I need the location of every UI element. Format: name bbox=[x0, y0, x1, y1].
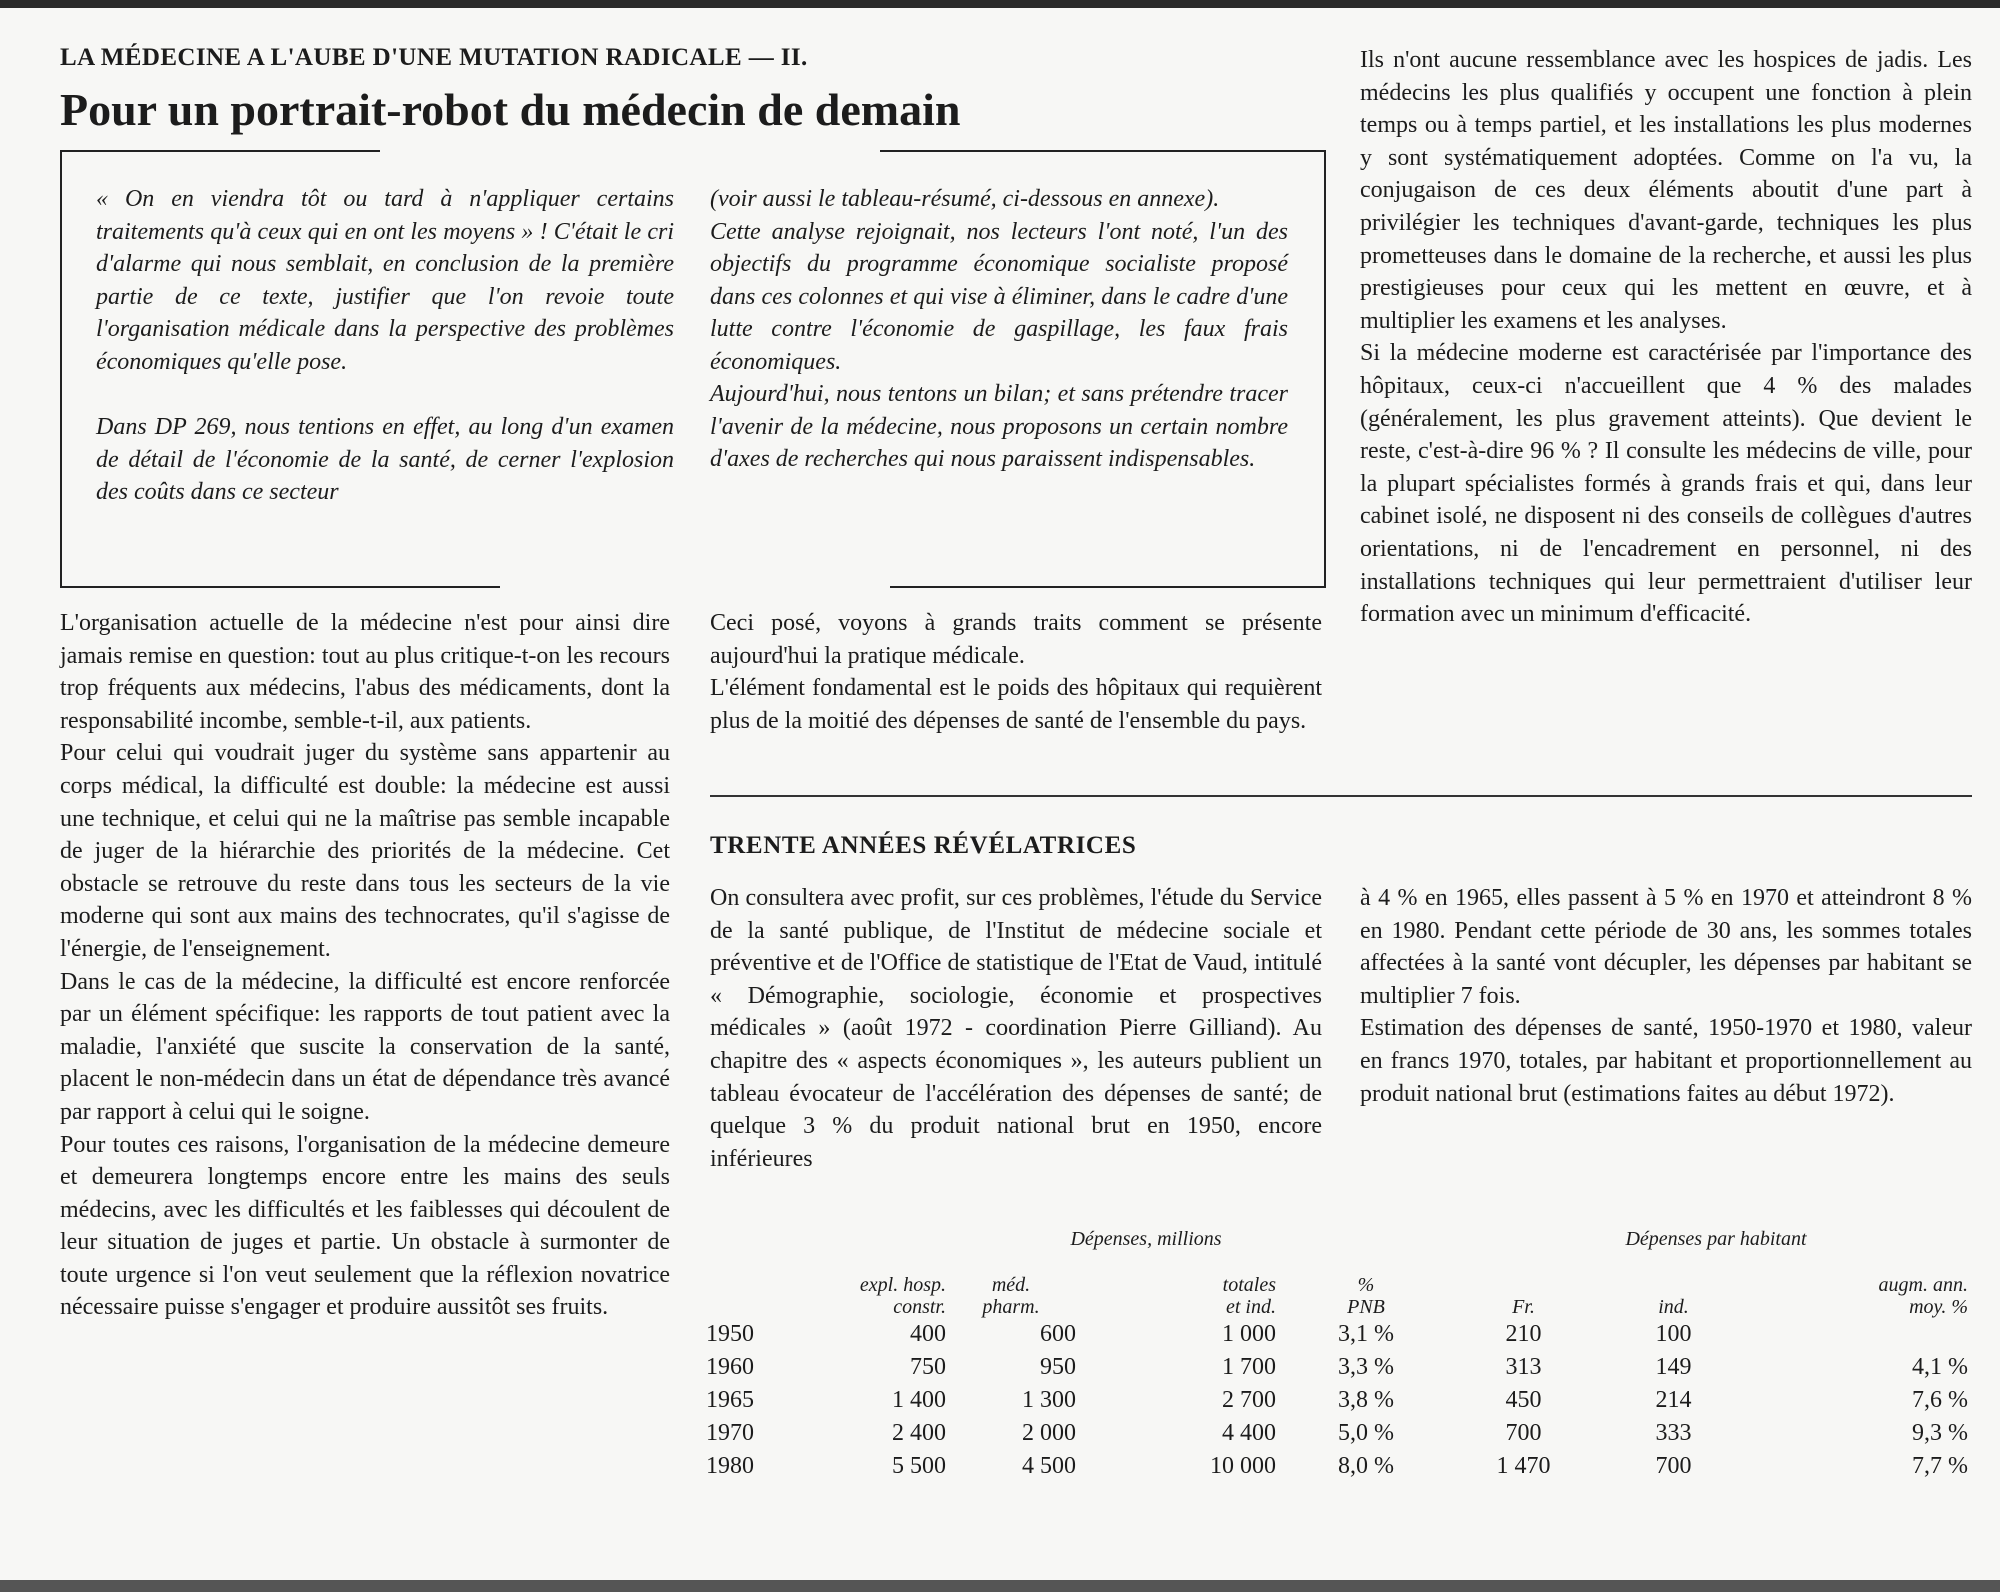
table-cell: 750 bbox=[910, 1354, 946, 1380]
intro-column-1 bbox=[96, 183, 674, 509]
table-row bbox=[706, 1318, 1968, 1351]
table-cell: 4 500 bbox=[1022, 1453, 1076, 1479]
intro-paragraph: Cette analyse rejoignait, nos lecteurs l'ont noté, l'un des objectifs du programme économique socialiste proposé dans ces colonnes et qui vise à éliminer, dans le cadre d'une lutte contre l'économie de gaspillage, les faux frais économiques. bbox=[710, 218, 1288, 375]
table-cell: 450 bbox=[1505, 1387, 1542, 1413]
table-cell: 100 bbox=[1655, 1321, 1692, 1347]
column-header: % PNB bbox=[1347, 1274, 1385, 1318]
table-cell: 1965 bbox=[706, 1387, 754, 1413]
table-cell: 4 400 bbox=[1222, 1420, 1276, 1446]
column-header: augm. ann. moy. % bbox=[1878, 1274, 1968, 1318]
table-row bbox=[706, 1450, 1968, 1483]
page-top-edge bbox=[0, 0, 2000, 8]
section-heading: TRENTE ANNÉES RÉVÉLATRICES bbox=[710, 832, 1137, 859]
section-divider bbox=[710, 795, 1972, 797]
article-title: Pour un portrait-robot du médecin de demain bbox=[60, 84, 961, 135]
table-cell: 1 400 bbox=[892, 1387, 946, 1413]
table-cell: 2 000 bbox=[1022, 1420, 1076, 1446]
table-cell: 2 700 bbox=[1222, 1387, 1276, 1413]
column-header: méd. pharm. bbox=[982, 1274, 1040, 1318]
section-paragraph: à 4 % en 1965, elles passent à 5 % en 1970 et atteindront 8 % en 1980. Pendant cette période de 30 ans, les sommes totales affectées à la santé vont décupler, les dépenses par habitant se multiplier 7 fois. bbox=[1360, 885, 1972, 1009]
table-cell: 149 bbox=[1655, 1354, 1692, 1380]
body-column-2 bbox=[710, 607, 1322, 737]
table-cell: 950 bbox=[1040, 1354, 1076, 1380]
expenses-table bbox=[706, 1228, 1968, 1483]
body-column-3 bbox=[1360, 44, 1972, 631]
table-cell: 7,6 % bbox=[1912, 1387, 1968, 1413]
section-paragraph: On consultera avec profit, sur ces problèmes, l'étude du Service de la santé publique, de l'Institut de médecine sociale et préventive et de l'Office de statistique de l'Etat de Vaud, intitulé « Démographie, sociologie, économie et prospectives médicales » (août 1972 - coordination Pierre Gilliand). Au chapitre des « aspects économiques », les auteurs publient un tableau évocateur de l'accélération des dépenses de santé; de quelque 3 % du produit national brut en 1950, encore inférieures bbox=[710, 885, 1322, 1172]
body-paragraph: Ceci posé, voyons à grands traits comment se présente aujourd'hui la pratique médicale. bbox=[710, 610, 1322, 669]
table-cell: 1 000 bbox=[1222, 1321, 1276, 1347]
table-cell: 3,3 % bbox=[1338, 1354, 1394, 1380]
table-cell: 7,7 % bbox=[1912, 1453, 1968, 1479]
table-cell: 1950 bbox=[706, 1321, 754, 1347]
intro-box-gap-top bbox=[380, 146, 880, 154]
table-cell: 700 bbox=[1655, 1453, 1692, 1479]
table-cell: 8,0 % bbox=[1338, 1453, 1394, 1479]
table-cell: 5 500 bbox=[892, 1453, 946, 1479]
table-cell: 400 bbox=[910, 1321, 946, 1347]
table-cell: 1960 bbox=[706, 1354, 754, 1380]
intro-paragraph: Dans DP 269, nous tentions en effet, au long d'un examen de détail de l'économie de la santé, de cerner l'explosion des coûts dans ce secteur bbox=[96, 414, 674, 505]
intro-box-gap-bottom bbox=[500, 580, 890, 588]
table-cell: 4,1 % bbox=[1912, 1354, 1968, 1380]
table-cell: 600 bbox=[1040, 1321, 1076, 1347]
section-paragraph: Estimation des dépenses de santé, 1950-1970 et 1980, valeur en francs 1970, totales, par habitant et proportionnellement au produit national brut (estimations faites au début 1972). bbox=[1360, 1015, 1972, 1107]
intro-paragraph: (voir aussi le tableau-résumé, ci-dessous en annexe). bbox=[710, 186, 1220, 212]
table-group-header: Dépenses, millions bbox=[1070, 1228, 1222, 1250]
page-bottom-edge bbox=[0, 1580, 2000, 1592]
table-cell: 313 bbox=[1505, 1354, 1542, 1380]
table-cell: 1 300 bbox=[1022, 1387, 1076, 1413]
section-column-2 bbox=[1360, 882, 1972, 1110]
column-header: ind. bbox=[1658, 1296, 1689, 1318]
table-cell: 1970 bbox=[706, 1420, 754, 1446]
body-paragraph: L'organisation actuelle de la médecine n'est pour ainsi dire jamais remise en question: tout au plus critique-t-on les recours trop fréquents aux médecins, l'abus des médicaments, dont la responsabilité incombe, semble-t-il, aux patients. bbox=[60, 610, 670, 734]
body-paragraph: Pour celui qui voudrait juger du système sans appartenir au corps médical, la difficulté est double: la médecine est aussi une technique, et celui qui ne la maîtrise pas semble incapable de juger de la hiérarchie des priorités de la médecine. Cet obstacle se retrouve du reste dans tous les secteurs de la vie moderne qui sont aux mains des technocrates, qu'il s'agisse de l'énergie, de l'enseignement. bbox=[60, 740, 670, 962]
body-column-1 bbox=[60, 607, 670, 1324]
article-kicker: LA MÉDECINE A L'AUBE D'UNE MUTATION RADICALE — II. bbox=[60, 44, 808, 71]
column-header: Fr. bbox=[1512, 1296, 1535, 1318]
body-paragraph: L'élément fondamental est le poids des hôpitaux qui requièrent plus de la moitié des dépenses de santé de l'ensemble du pays. bbox=[710, 675, 1322, 734]
table-cell: 10 000 bbox=[1210, 1453, 1276, 1479]
table-cell: 1 470 bbox=[1496, 1453, 1551, 1479]
column-header bbox=[706, 1274, 806, 1318]
table-row bbox=[706, 1351, 1968, 1384]
table-cell: 1 700 bbox=[1222, 1354, 1276, 1380]
table-cell: 3,1 % bbox=[1338, 1321, 1394, 1347]
table-cell: 333 bbox=[1655, 1420, 1692, 1446]
intro-paragraph: Aujourd'hui, nous tentons un bilan; et sans prétendre tracer l'avenir de la médecine, nous proposons un certain nombre d'axes de recherches qui nous paraissent indispensables. bbox=[710, 381, 1288, 472]
table-cell bbox=[1756, 1318, 1968, 1351]
section-column-1 bbox=[710, 882, 1322, 1175]
table-cell: 1980 bbox=[706, 1453, 754, 1479]
intro-paragraph: « On en viendra tôt ou tard à n'appliquer certains traitements qu'à ceux qui en ont les moyens » ! C'était le cri d'alarme qui nous semblait, en conclusion de la première partie de ce texte, justifier que l'on revoie toute l'organisation médicale dans la perspective des problèmes économiques qu'elle pose. bbox=[96, 186, 674, 375]
table-group-header: Dépenses par habitant bbox=[1625, 1228, 1807, 1250]
table-cell: 214 bbox=[1655, 1387, 1692, 1413]
body-paragraph: Dans le cas de la médecine, la difficulté est encore renforcée par un élément spécifique: les rapports de tout patient avec la maladie, l'anxiété que suscite la conservation de la santé, placent le non-médecin dans un état de dépendance très avancé par rapport à celui qui le soigne. bbox=[60, 968, 670, 1125]
table-row bbox=[706, 1417, 1968, 1450]
column-header: expl. hosp. constr. bbox=[859, 1274, 946, 1318]
table-row bbox=[706, 1384, 1968, 1417]
table-cell: 9,3 % bbox=[1912, 1420, 1968, 1446]
table-cell: 2 400 bbox=[892, 1420, 946, 1446]
table-cell: 5,0 % bbox=[1338, 1420, 1394, 1446]
table-cell: 3,8 % bbox=[1338, 1387, 1394, 1413]
table-header-row bbox=[706, 1274, 1968, 1318]
column-header: totales et ind. bbox=[1222, 1274, 1276, 1318]
intro-column-2 bbox=[710, 183, 1288, 476]
body-paragraph: Pour toutes ces raisons, l'organisation de la médecine demeure et demeurera longtemps encore entre les mains des seuls médecins, avec les difficultés et les faiblesses qui découlent de leur situation de juges et partie. Un obstacle à surmonter de toute urgence si l'on veut seulement que la réflexion novatrice nécessaire puisse s'engager et produire aussitôt ses fruits. bbox=[60, 1131, 670, 1321]
body-paragraph: Ils n'ont aucune ressemblance avec les hospices de jadis. Les médecins les plus qualifiés y occupent une fonction à plein temps ou à temps partiel, et les installations les plus modernes y sont systématiquement adoptées. Comme on l'a vu, la conjugaison de ces deux éléments aboutit d'une part à privilégier les techniques d'avant-garde, techniques les plus prometteuses dans le domaine de la recherche, et aussi les plus prestigieuses pour ceux qui les mettent en œuvre, et à multiplier les examens et les analyses. bbox=[1360, 47, 1972, 334]
table-cell: 210 bbox=[1505, 1321, 1542, 1347]
body-paragraph: Si la médecine moderne est caractérisée par l'importance des hôpitaux, ceux-ci n'accueillent que 4 % des malades (généralement, les plus gravement atteints). Que devient le reste, c'est-à-dire 96 % ? Il consulte les médecins de ville, pour la plupart spécialistes formés à grands frais et qui, dans leur cabinet isolé, ne disposent ni des conseils de collègues d'autres orientations, ni de l'encadrement en personnel, ni des installations techniques qui leur permettraient d'utiliser leur formation avec un minimum d'efficacité. bbox=[1360, 340, 1972, 628]
table-cell: 700 bbox=[1505, 1420, 1542, 1446]
